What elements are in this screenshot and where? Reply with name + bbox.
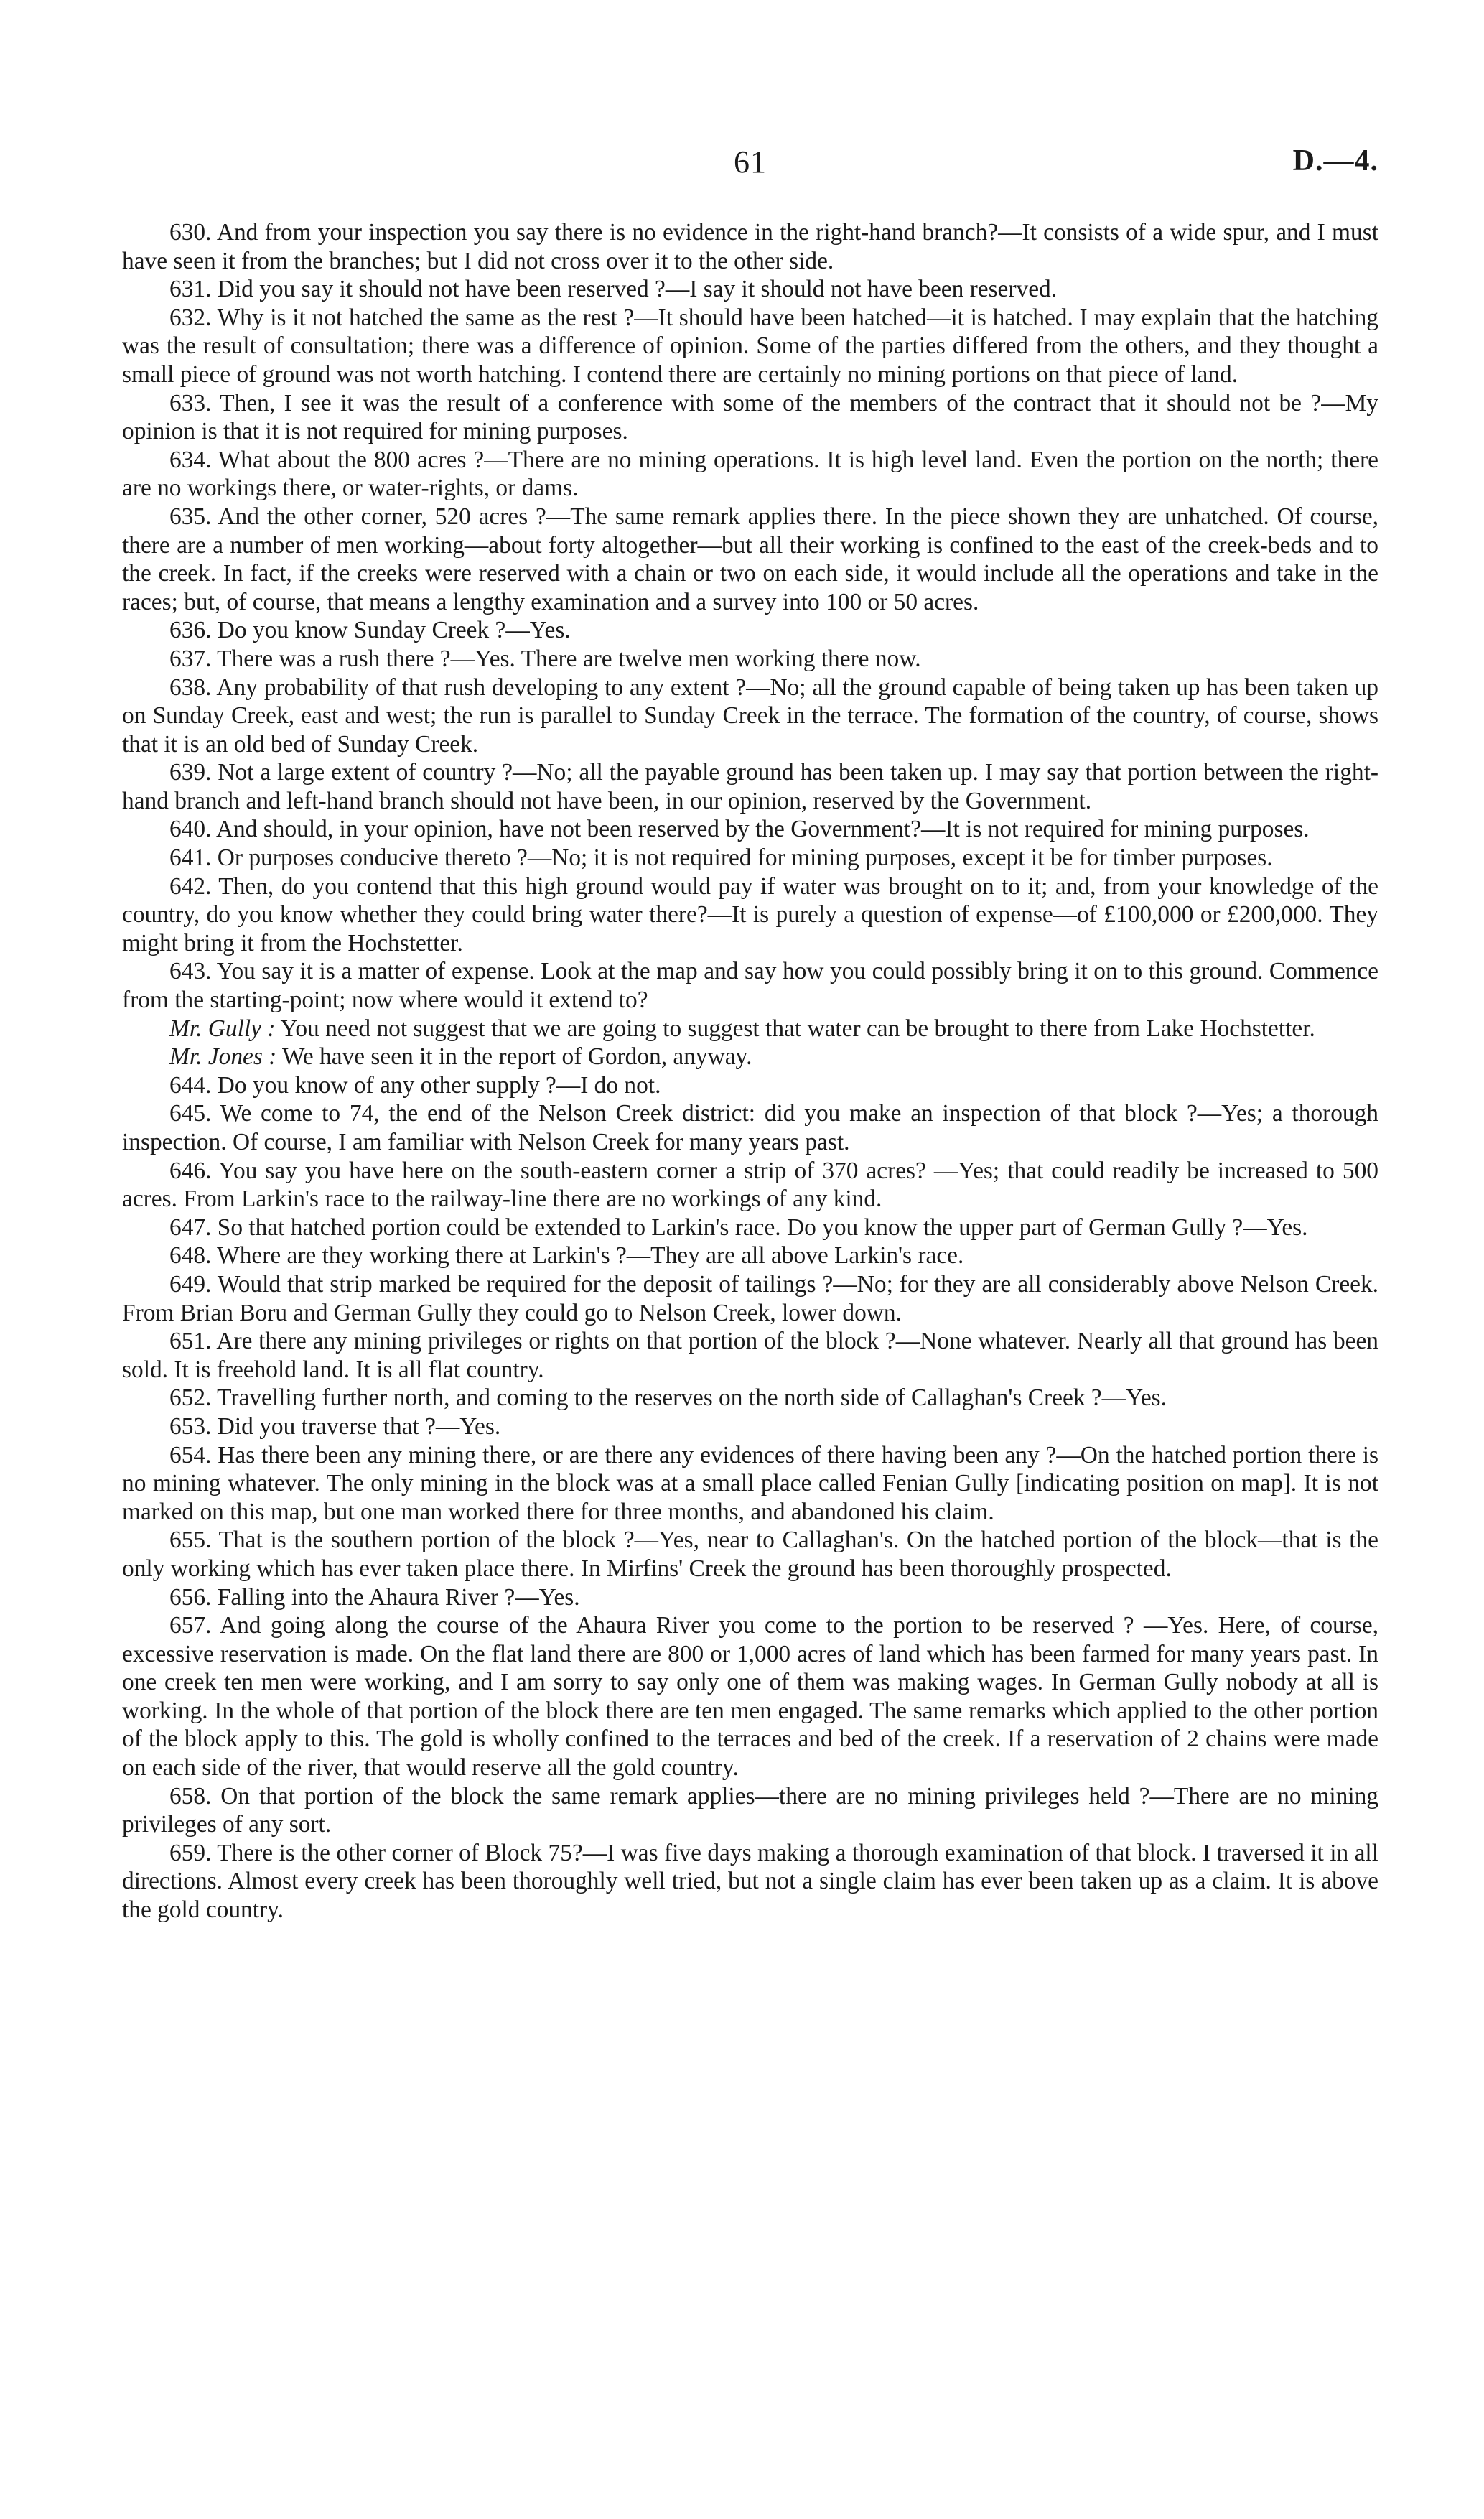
question-answer-paragraph — [122, 1157, 1378, 1214]
question-answer-paragraph — [122, 1782, 1378, 1839]
paragraph-text: 642. Then, do you contend that this high ground would pay if water was brought on to it; and, from your knowledge of the country, do you know whether they could bring water there?—It is purely a question of expense—of £100,000 or £200,000. They might bring it from the Hochstetter. — [122, 872, 1378, 956]
paragraph-text: 655. That is the southern portion of the block ?—Yes, near to Callaghan's. On the hatched portion of the block—that is the only working which has ever taken place there. In Mirfins' Creek the ground has been thoroughly prospected. — [122, 1527, 1378, 1582]
question-answer-paragraph — [122, 389, 1378, 446]
question-answer-paragraph — [122, 446, 1378, 503]
paragraph-text: 653. Did you traverse that ?—Yes. — [169, 1412, 501, 1440]
paragraph-text: 631. Did you say it should not have been reserved ?—I say it should not have been reserved. — [169, 276, 1058, 303]
paragraph-text: 640. And should, in your opinion, have not been reserved by the Government?—It is not required for mining purposes. — [169, 816, 1310, 843]
paragraph-text: 638. Any probability of that rush developing to any extent ?—No; all the ground capable of being taken up has been taken up on Sunday Creek, east and west; the run is parallel to Sunday Creek in the terrace. The formation of the country, of course, shows that it is an old bed of Sunday Creek. — [122, 674, 1378, 758]
question-answer-paragraph — [122, 1583, 1378, 1612]
question-answer-paragraph — [122, 1099, 1378, 1156]
paragraph-text: You need not suggest that we are going to suggest that water can be brought to there from Lake Hochstetter. — [275, 1015, 1315, 1042]
question-answer-paragraph — [122, 872, 1378, 958]
paragraph-text: 635. And the other corner, 520 acres ?—The same remark applies there. In the piece shown they are unhatched. Of course, there are a number of men working—about forty altogether—but all their working is confined to the east of the creek-beds and to the creek. In fact, if the creeks were reserved with a chain or two on each side, it would include all the operations and take in the races; but, of course, that means a lengthy examination and a survey into 100 or 50 acres. — [122, 503, 1378, 615]
paragraph-text: 639. Not a large extent of country ?—No; all the payable ground has been taken up. I may say that portion between the right-hand branch and left-hand branch should not have been, in our opinion, reserved by the Government. — [122, 759, 1378, 814]
paragraph-text: 633. Then, I see it was the result of a conference with some of the members of the contract that it should not be ?—My opinion is that it is not required for mining purposes. — [122, 389, 1378, 445]
question-answer-paragraph — [122, 1441, 1378, 1527]
page-header — [122, 144, 1378, 197]
paragraph-text: 649. Would that strip marked be required for the deposit of tailings ?—No; for they are all considerably above Nelson Creek. From Brian Boru and German Gully they could go to Nelson Creek, lower down. — [122, 1270, 1378, 1326]
question-answer-paragraph — [122, 1412, 1378, 1441]
paragraph-text: 632. Why is it not hatched the same as the rest ?—It should have been hatched—it is hatched. I may explain that the hatching was the result of consultation; there was a difference of opinion. Some of the parties differed from the others, and they thought a small piece of ground was not worth hatching. I contend there are certainly no mining portions on that piece of land. — [122, 304, 1378, 388]
question-answer-paragraph — [122, 1839, 1378, 1924]
paragraph-text: 651. Are there any mining privileges or rights on that portion of the block ?—None whatever. Nearly all that ground has been sold. It is freehold land. It is all flat country. — [122, 1328, 1378, 1383]
paragraph-text: 645. We come to 74, the end of the Nelson Creek district: did you make an inspection of that block ?—Yes; a thorough inspection. Of course, I am familiar with Nelson Creek for many years past. — [122, 1100, 1378, 1155]
paragraph-text: 656. Falling into the Ahaura River ?—Yes. — [169, 1583, 580, 1611]
paragraph-text: 657. And going along the course of the Ahaura River you come to the portion to be reserved ? —Yes. Here, of course, excessive reservation is made. On the flat land there are 800 or 1,000 acres of land which has been farmed for many years past. In one creek ten men were working, and I am sorry to say only one of them was making wages. In German Gully nobody at all is working. In the whole of that portion of the block there are ten men engaged. The same remarks which applied to the other portion of the block apply to this. The gold is wholly confined to the terraces and bed of the creek. If a reservation of 2 chains were made on each side of the river, that would reserve all the gold country. — [122, 1612, 1378, 1782]
question-answer-paragraph — [122, 1071, 1378, 1100]
speaker-name: Mr. Gully : — [169, 1015, 276, 1042]
question-answer-paragraph — [122, 1327, 1378, 1384]
question-answer-paragraph — [122, 1270, 1378, 1327]
page-number: 61 — [734, 144, 767, 180]
evidence-transcript — [122, 218, 1378, 1924]
question-answer-paragraph — [122, 616, 1378, 645]
question-answer-paragraph — [122, 1384, 1378, 1412]
paragraph-text: 659. There is the other corner of Block 75?—I was five days making a thorough examination of that block. I traversed it in all directions. Almost every creek has been thoroughly well tried, but not a single claim has ever been taken up as a claim. It is above the gold country. — [122, 1839, 1378, 1924]
paragraph-text: 637. There was a rush there ?—Yes. There are twelve men working there now. — [169, 645, 921, 672]
question-answer-paragraph — [122, 1214, 1378, 1242]
paragraph-text: 644. Do you know of any other supply ?—I do not. — [169, 1071, 661, 1099]
question-answer-paragraph — [122, 815, 1378, 844]
question-answer-paragraph — [122, 218, 1378, 275]
speaker-remark — [122, 1043, 1378, 1071]
document-page — [122, 144, 1378, 1924]
paragraph-text: 630. And from your inspection you say there is no evidence in the right-hand branch?—It consists of a wide spur, and I must have seen it from the branches; but I did not cross over it to the other side. — [122, 219, 1378, 274]
question-answer-paragraph — [122, 674, 1378, 759]
paragraph-text: 636. Do you know Sunday Creek ?—Yes. — [169, 617, 571, 644]
paragraph-text: 658. On that portion of the block the same remark applies—there are no mining privileges held ?—There are no mining privileges of any sort. — [122, 1782, 1378, 1838]
paragraph-text: 652. Travelling further north, and coming to the reserves on the north side of Callaghan's Creek ?—Yes. — [169, 1384, 1167, 1412]
speaker-name: Mr. Jones : — [169, 1043, 277, 1071]
paragraph-text: 646. You say you have here on the south-eastern corner a strip of 370 acres? —Yes; that could readily be increased to 500 acres. From Larkin's race to the railway-line there are no workings of any kind. — [122, 1157, 1378, 1213]
question-answer-paragraph — [122, 1611, 1378, 1782]
paragraph-text: 647. So that hatched portion could be extended to Larkin's race. Do you know the upper part of German Gully ?—Yes. — [169, 1214, 1308, 1241]
paragraph-text: 634. What about the 800 acres ?—There are no mining operations. It is high level land. Even the portion on the north; there are no workings there, or water-rights, or dams. — [122, 446, 1378, 502]
speaker-remark — [122, 1015, 1378, 1043]
question-answer-paragraph — [122, 275, 1378, 304]
paragraph-text: 654. Has there been any mining there, or are there any evidences of there having been any ?—On the hatched portion there is no mining whatever. The only mining in the block was at a small place called Fenian Gully [indicating position on map]. It is not marked on this map, but one man worked there for three months, and abandoned his claim. — [122, 1441, 1378, 1525]
question-answer-paragraph — [122, 645, 1378, 674]
paragraph-text: We have seen it in the report of Gordon, anyway. — [276, 1043, 752, 1071]
paragraph-text: 641. Or purposes conducive thereto ?—No; it is not required for mining purposes, except it be for timber purposes. — [169, 844, 1273, 872]
question-answer-paragraph — [122, 844, 1378, 872]
question-answer-paragraph — [122, 1242, 1378, 1270]
question-answer-paragraph — [122, 1526, 1378, 1583]
question-answer-paragraph — [122, 304, 1378, 389]
question-answer-paragraph — [122, 758, 1378, 815]
paragraph-text: 648. Where are they working there at Larkin's ?—They are all above Larkin's race. — [169, 1242, 964, 1270]
question-answer-paragraph — [122, 503, 1378, 616]
question-answer-paragraph — [122, 957, 1378, 1014]
document-reference: D.—4. — [1292, 144, 1378, 177]
paragraph-text: 643. You say it is a matter of expense. Look at the map and say how you could possibly bring it on to this ground. Commence from the starting-point; now where would it extend to? — [122, 958, 1378, 1014]
